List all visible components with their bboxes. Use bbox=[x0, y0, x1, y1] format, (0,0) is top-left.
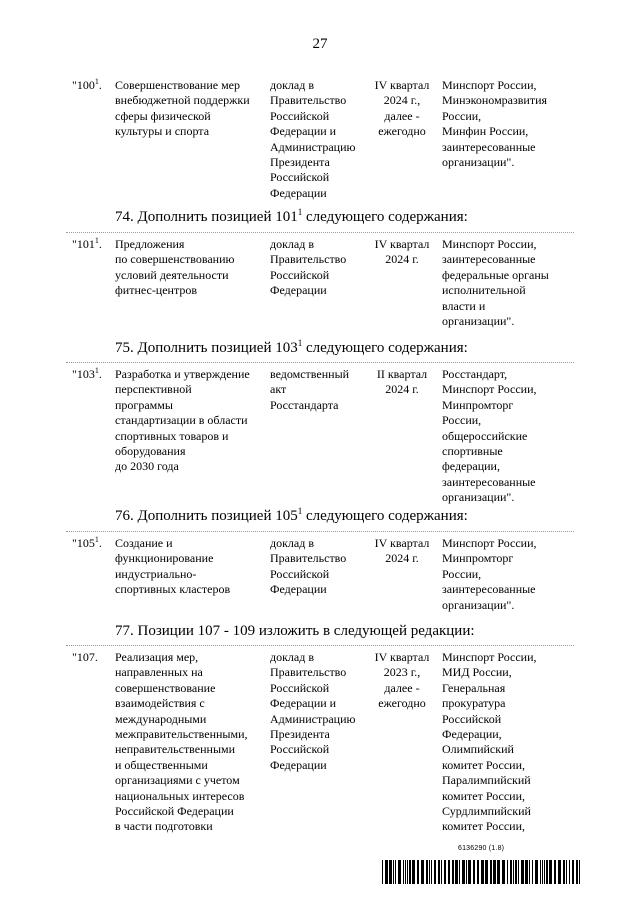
barcode-bar bbox=[477, 860, 479, 884]
position-number: "$103^1$. bbox=[72, 366, 102, 381]
barcode-bar bbox=[540, 860, 541, 884]
barcode-bar bbox=[549, 860, 552, 884]
barcode-bar bbox=[490, 860, 492, 884]
responsible-executors: Минспорт России, заинтересованные федеральные органы исполнительной власти и организации". bbox=[442, 237, 549, 329]
measure-description: Реализация мер, направленных на совершенствование взаимодействия с международными межправительственными, неправительственными и общественными организациями с учетом национальных интересов Российской Федерации в части подготовки bbox=[115, 650, 248, 834]
measure-description: Создание и функционирование индустриально- спортивных кластеров bbox=[115, 536, 231, 597]
barcode-bar bbox=[566, 860, 567, 884]
barcode-bar bbox=[409, 860, 411, 884]
barcode-bar bbox=[429, 860, 430, 884]
measure-description: Предложения по совершенствованию условий деятельности фитнес-центров bbox=[115, 237, 235, 298]
result-document: доклад в Правительство Российской Федерации bbox=[270, 237, 347, 298]
barcode-bar bbox=[493, 860, 496, 884]
barcode-bar bbox=[554, 860, 556, 884]
barcode-bar bbox=[572, 860, 574, 884]
barcode-bar bbox=[515, 860, 517, 884]
responsible-executors: Росстандарт, Минспорт России, Минпромторг России, общероссийские спортивные федерации, заинтересованные организации". bbox=[442, 367, 537, 505]
barcode-bar bbox=[385, 860, 388, 884]
barcode-bar bbox=[510, 860, 512, 884]
barcode-bar bbox=[382, 860, 383, 884]
barcode-bar bbox=[535, 860, 538, 884]
barcode-bar bbox=[407, 860, 408, 884]
barcode-bar bbox=[438, 860, 440, 884]
barcode-bar bbox=[558, 860, 561, 884]
result-document: доклад в Правительство Российской Федерации bbox=[270, 536, 347, 597]
position-number: "$101^1$. bbox=[72, 236, 102, 251]
barcode-bar bbox=[576, 860, 578, 884]
barcode-bar bbox=[452, 860, 454, 884]
barcode-bar bbox=[529, 860, 530, 884]
deadline: II квартал 2024 г. bbox=[376, 367, 428, 397]
position-number: "$100^1$. bbox=[72, 77, 102, 92]
barcode-bar bbox=[395, 860, 396, 884]
amendment-instruction: 77. Позиции 107 - 109 изложить в следующей редакции: bbox=[115, 623, 475, 639]
deadline: IV квартал 2024 г., далее - ежегодно bbox=[374, 78, 430, 139]
barcode-bar bbox=[473, 860, 475, 884]
barcode-bar bbox=[532, 860, 533, 884]
barcode-bar bbox=[485, 860, 488, 884]
amendment-instruction: 74. Дополнить позицией $101^1$ следующего содержания: bbox=[115, 207, 468, 225]
barcode-bar bbox=[412, 860, 415, 884]
barcode-bar bbox=[521, 860, 524, 884]
barcode-bar bbox=[542, 860, 543, 884]
result-document: доклад в Правительство Российской Федерации и Администрацию Президента Российской Федерации bbox=[270, 650, 356, 772]
deadline: IV квартал 2024 г. bbox=[374, 237, 430, 267]
measure-description: Разработка и утверждение перспективной программы стандартизации в области спортивных товаров и оборудования до 2030 года bbox=[115, 367, 250, 474]
barcode-bar bbox=[405, 860, 406, 884]
result-document: доклад в Правительство Российской Федерации и Администрацию Президента Российской Федерации bbox=[270, 78, 356, 200]
deadline: IV квартал 2023 г., далее - ежегодно bbox=[374, 650, 430, 711]
barcode-bar bbox=[455, 860, 458, 884]
barcode-bar bbox=[434, 860, 436, 884]
result-document: ведомственный акт Росстандарта bbox=[270, 367, 350, 412]
barcode-bar bbox=[579, 860, 580, 884]
barcode-bar bbox=[459, 860, 460, 884]
measure-description: Совершенствование мер внебюджетной поддержки сферы физической культуры и спорта bbox=[115, 78, 250, 139]
barcode-bar bbox=[502, 860, 505, 884]
barcode-bar bbox=[398, 860, 401, 884]
barcode-bar bbox=[507, 860, 508, 884]
table-divider bbox=[66, 645, 574, 646]
barcode-bar bbox=[544, 860, 545, 884]
barcode-bar bbox=[426, 860, 428, 884]
position-number: "$105^1$. bbox=[72, 535, 102, 550]
table-divider bbox=[66, 232, 574, 233]
barcode-bar bbox=[497, 860, 500, 884]
barcode-bar bbox=[421, 860, 424, 884]
barcode-bar bbox=[462, 860, 465, 884]
position-number: "107. bbox=[72, 650, 98, 664]
barcode-bar bbox=[389, 860, 392, 884]
barcode-bar bbox=[569, 860, 570, 884]
barcode-bar bbox=[444, 860, 446, 884]
barcode-bar bbox=[431, 860, 432, 884]
barcode-bar bbox=[525, 860, 528, 884]
barcode-bar bbox=[466, 860, 467, 884]
table-divider bbox=[66, 531, 574, 532]
page-number: 27 bbox=[312, 36, 328, 52]
barcode-bar bbox=[468, 860, 471, 884]
table-divider bbox=[66, 362, 574, 363]
responsible-executors: Минспорт России, Минэкономразвития России, Минфин России, заинтересованные организации". bbox=[442, 78, 548, 170]
barcode-bar bbox=[441, 860, 442, 884]
barcode bbox=[382, 860, 580, 884]
responsible-executors: Минспорт России, МИД России, Генеральная прокуратура Российской Федерации, Олимпийский комитет России, Паралимпийский комитет России, Сурдлимпийский комитет России, bbox=[442, 650, 537, 834]
barcode-number: 6136290 (1.8) bbox=[458, 845, 505, 852]
amendment-instruction: 75. Дополнить позицией $103^1$ следующего содержания: bbox=[115, 338, 468, 356]
barcode-bar bbox=[513, 860, 514, 884]
barcode-bar bbox=[393, 860, 394, 884]
barcode-bar bbox=[481, 860, 484, 884]
barcode-bar bbox=[403, 860, 404, 884]
barcode-bar bbox=[518, 860, 519, 884]
deadline: IV квартал 2024 г. bbox=[374, 536, 430, 566]
barcode-bar bbox=[417, 860, 419, 884]
barcode-bar bbox=[546, 860, 548, 884]
barcode-bar bbox=[563, 860, 565, 884]
responsible-executors: Минспорт России, Минпромторг России, заинтересованные организации". bbox=[442, 536, 537, 612]
barcode-bar bbox=[448, 860, 450, 884]
amendment-instruction: 76. Дополнить позицией $105^1$ следующего содержания: bbox=[115, 506, 468, 524]
